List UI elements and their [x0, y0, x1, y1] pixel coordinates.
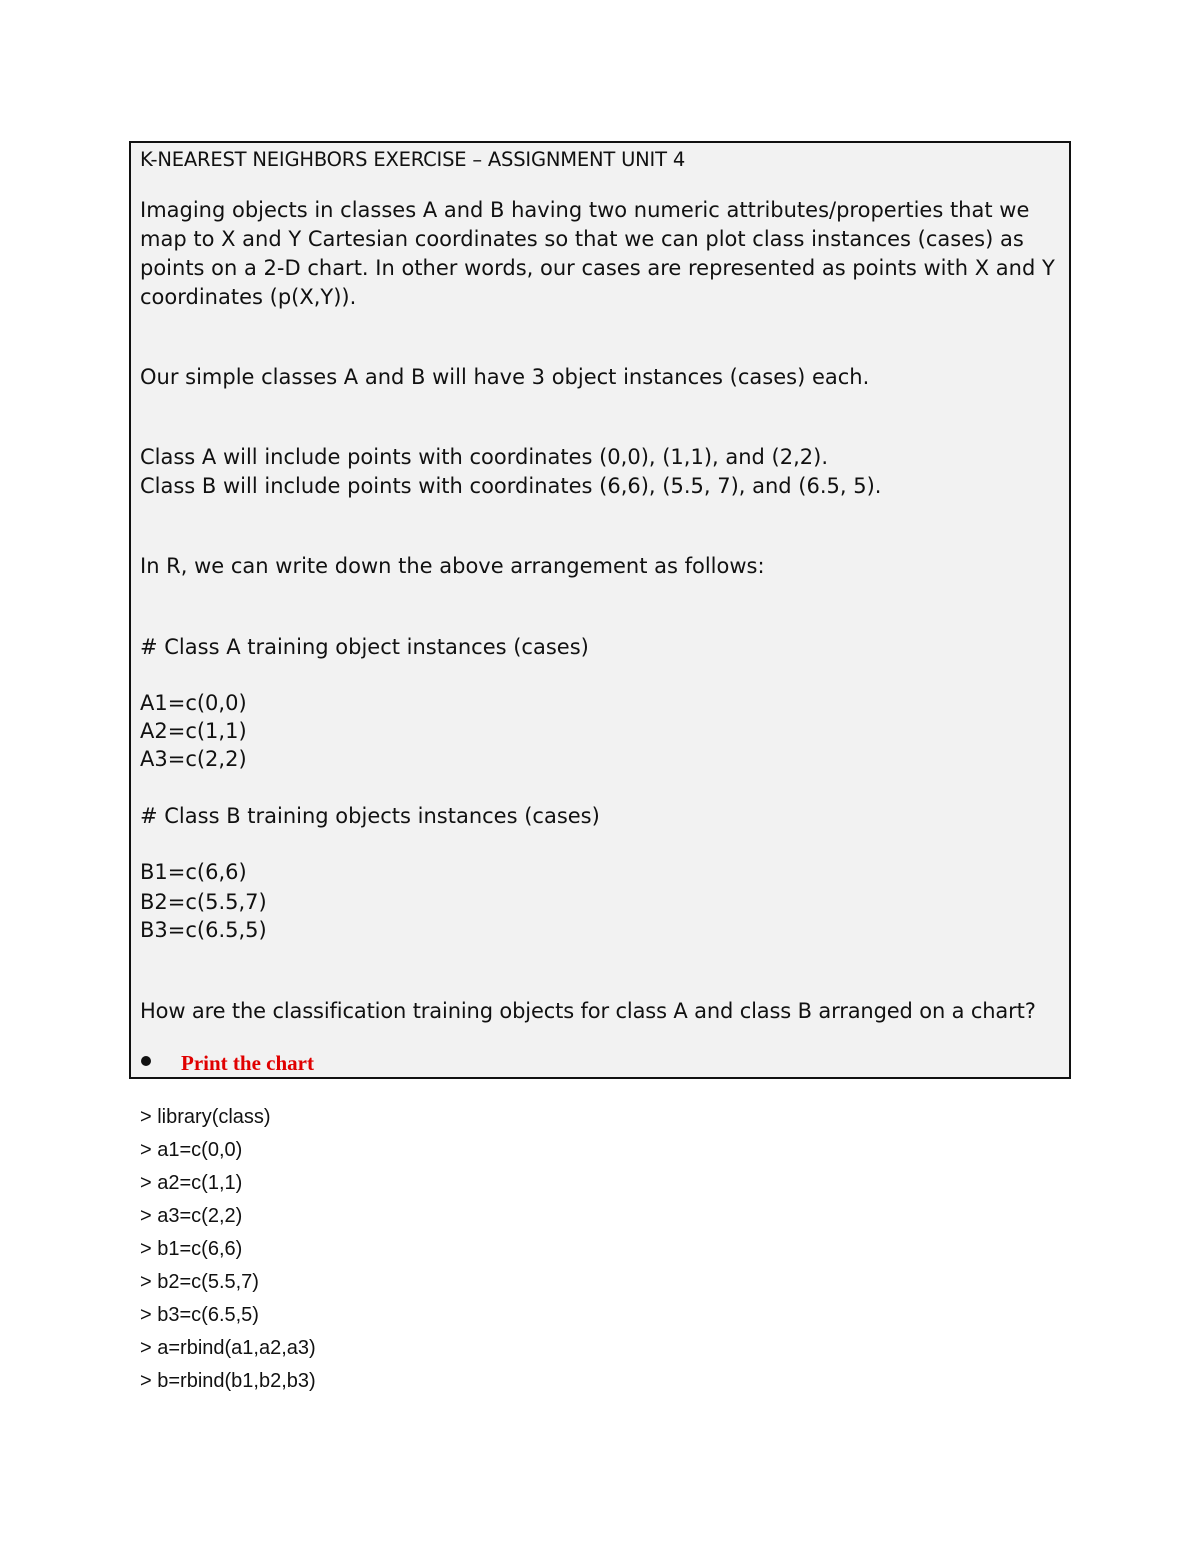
cases-statement: Our simple classes A and B will have 3 object instances (cases) each. [140, 365, 870, 389]
console-line: > b=rbind(b1,b2,b3) [140, 1370, 316, 1392]
console-line: > library(class) [140, 1106, 271, 1128]
class-b-code-line: B1=c(6,6) [140, 860, 247, 884]
class-b-points: Class B will include points with coordinates (6,6), (5.5, 7), and (6.5, 5). [140, 474, 882, 498]
console-line: > b1=c(6,6) [140, 1238, 243, 1260]
console-line: > a3=c(2,2) [140, 1205, 243, 1227]
console-line: > b2=c(5.5,7) [140, 1271, 259, 1293]
intro-line: Imaging objects in classes A and B having two numeric attributes/properties that we [140, 198, 1030, 222]
bullet-icon [141, 1056, 151, 1066]
console-line: > b3=c(6.5,5) [140, 1304, 259, 1326]
class-b-comment: # Class B training objects instances (cases) [140, 804, 600, 828]
r-intro: In R, we can write down the above arrangement as follows: [140, 554, 765, 578]
intro-line: map to X and Y Cartesian coordinates so that we can plot class instances (cases) as [140, 227, 1024, 251]
class-a-comment: # Class A training object instances (cases) [140, 635, 589, 659]
assignment-title: K-NEAREST NEIGHBORS EXERCISE – ASSIGNMENT UNIT 4 [140, 148, 686, 171]
class-b-code-line: B3=c(6.5,5) [140, 918, 267, 942]
chart-question: How are the classification training objects for class A and class B arranged on a chart? [140, 999, 1036, 1023]
print-chart-task: Print the chart [181, 1051, 314, 1075]
class-a-points: Class A will include points with coordinates (0,0), (1,1), and (2,2). [140, 445, 829, 469]
class-a-code-line: A3=c(2,2) [140, 747, 247, 771]
class-b-code-line: B2=c(5.5,7) [140, 890, 267, 914]
class-a-code-line: A1=c(0,0) [140, 691, 247, 715]
intro-line: points on a 2-D chart. In other words, our cases are represented as points with X and Y [140, 256, 1055, 280]
console-line: > a=rbind(a1,a2,a3) [140, 1337, 316, 1359]
intro-line: coordinates (p(X,Y)). [140, 285, 357, 309]
class-a-code-line: A2=c(1,1) [140, 719, 247, 743]
console-line: > a1=c(0,0) [140, 1139, 243, 1161]
console-line: > a2=c(1,1) [140, 1172, 243, 1194]
